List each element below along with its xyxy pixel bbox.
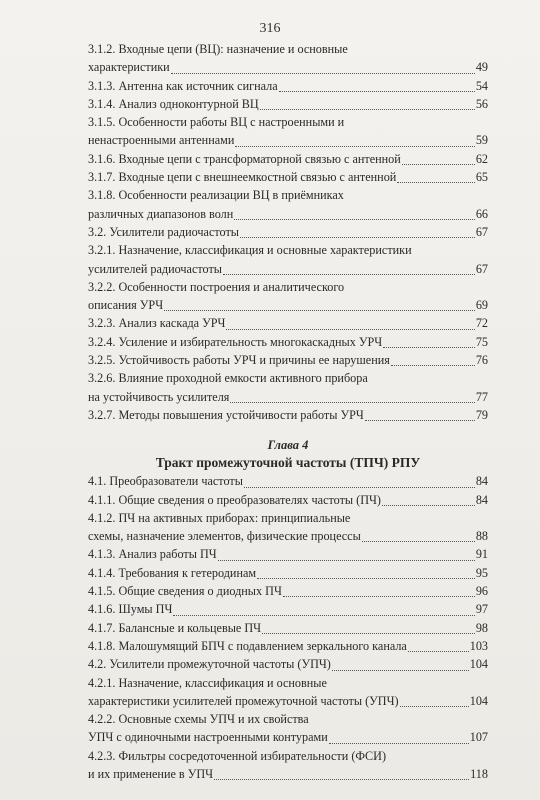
toc-entry-text: 3.2.1. Назначение, классификация и основные характеристики (88, 243, 412, 258)
toc-leader-dots (408, 650, 469, 652)
toc-leader-dots (329, 742, 469, 744)
toc-page-number: 96 (475, 584, 488, 599)
toc-entry (88, 95, 488, 113)
toc-leader-dots (279, 90, 475, 92)
toc-entry-text: 3.2.2. Особенности построения и аналитического (88, 279, 345, 294)
toc-entry (88, 314, 488, 332)
toc-page-number: 72 (475, 316, 488, 331)
toc-leader-dots (260, 108, 475, 110)
page-number: 316 (259, 21, 281, 36)
toc-page-number: 54 (475, 78, 488, 93)
toc-page-number: 56 (475, 96, 488, 111)
toc-entry (88, 168, 488, 186)
toc-page-number: 91 (475, 547, 488, 562)
toc-entry-text: схемы, назначение элементов, физические процессы (88, 529, 361, 544)
toc-entry-text: 4.2.1. Назначение, классификация и основные (88, 675, 327, 690)
toc-leader-dots (240, 236, 475, 238)
toc-page-number: 77 (475, 389, 488, 404)
toc-leader-dots (391, 364, 475, 366)
chapter-heading (88, 436, 488, 472)
toc-page-number: 67 (475, 261, 488, 276)
toc-page-number: 107 (469, 730, 488, 745)
toc-entry-text: 3.1.3. Антенна как источник сигнала (88, 78, 278, 93)
toc-page-number: 88 (475, 529, 488, 544)
toc-entry (88, 509, 488, 546)
toc-entry-text: 4.1.1. Общие сведения о преобразователях частоты (ПЧ) (88, 492, 381, 507)
toc-entry-text: 3.2.4. Усиление и избирательность многокаскадных УРЧ (88, 334, 383, 349)
toc-entry-text: ненастроенными антеннами (88, 133, 235, 148)
toc-section-4 (88, 472, 488, 783)
toc-leader-dots (164, 309, 475, 311)
toc-entry (88, 747, 488, 784)
toc-entry-text: различных диапазонов волн (88, 206, 234, 221)
toc-leader-dots (365, 419, 475, 421)
chapter-title: Тракт промежуточной частоты (ТПЧ) РПУ (155, 455, 421, 471)
toc-leader-dots (383, 346, 475, 348)
toc-entry-text: 3.1.4. Анализ одноконтурной ВЦ (88, 96, 259, 111)
toc-leader-dots (214, 778, 469, 780)
toc-entry (88, 223, 488, 241)
toc-entry (88, 40, 488, 77)
toc-entry-text: 3.2.6. Влияние проходной емкости активного прибора (88, 371, 368, 386)
toc-page-number: 118 (470, 766, 488, 781)
toc-entry (88, 564, 488, 582)
toc-entry (88, 351, 488, 369)
toc-page-number: 97 (475, 602, 488, 617)
toc-entry-text: 4.1.5. Общие сведения о диодных ПЧ (88, 584, 282, 599)
toc-entry (88, 186, 488, 223)
toc-leader-dots (332, 669, 469, 671)
toc-leader-dots (234, 218, 475, 220)
toc-leader-dots (400, 705, 469, 707)
toc-entry (88, 619, 488, 637)
toc-leader-dots (382, 504, 475, 506)
toc-entry (88, 333, 488, 351)
toc-leader-dots (397, 181, 474, 183)
toc-entry (88, 710, 488, 747)
toc-entry-text: 4.2.2. Основные схемы УПЧ и их свойства (88, 712, 309, 727)
toc-entry-text: 3.1.2. Входные цепи (ВЦ): назначение и основные (88, 42, 348, 56)
toc-leader-dots (362, 540, 475, 542)
toc-leader-dots (257, 577, 475, 579)
toc-entry (88, 674, 488, 711)
toc-leader-dots (230, 401, 474, 403)
toc-page-number: 104 (469, 693, 488, 708)
toc-entry (88, 406, 488, 424)
toc-entry-text: 4.1.2. ПЧ на активных приборах: принципиальные (88, 510, 351, 525)
toc-entry-text: 3.2. Усилители радиочастоты (88, 224, 239, 239)
toc-entry (88, 278, 488, 315)
toc-entry (88, 655, 488, 673)
toc-entry-text: характеристики (88, 60, 170, 75)
toc-entry-text: 4.2.3. Фильтры сосредоточенной избирательности (ФСИ) (88, 748, 387, 763)
toc-page-number: 84 (475, 474, 488, 489)
toc-entry-text: усилителей радиочастоты (88, 261, 222, 276)
toc-entry-text: 3.2.3. Анализ каскада УРЧ (88, 316, 226, 331)
toc-leader-dots (226, 328, 474, 330)
toc-entry (88, 491, 488, 509)
toc-leader-dots (171, 72, 475, 74)
toc-section-3 (88, 40, 488, 424)
toc-leader-dots (244, 486, 475, 488)
toc-entry (88, 637, 488, 655)
toc-page-number: 67 (475, 224, 488, 239)
toc-page-number: 95 (475, 565, 488, 580)
toc-page-number: 65 (475, 170, 488, 185)
chapter-number: Глава 4 (267, 438, 309, 453)
toc-page-number: 59 (475, 133, 488, 148)
toc-leader-dots (173, 614, 474, 616)
toc-entry-text: 3.2.5. Устойчивость работы УРЧ и причины ее нарушения (88, 353, 390, 368)
toc-entry (88, 582, 488, 600)
toc-entry-text: на устойчивость усилителя (88, 389, 230, 404)
toc-entry-text: 4.1.3. Анализ работы ПЧ (88, 547, 217, 562)
toc-entry-text: 4.1.6. Шумы ПЧ (88, 602, 173, 617)
toc-page-number: 66 (475, 206, 488, 221)
toc-page-number: 104 (469, 657, 488, 672)
toc-page-number: 49 (475, 60, 488, 75)
toc-entry-text: 3.1.7. Входные цепи с внешнеемкостной связью с антенной (88, 170, 397, 185)
toc-page-number: 76 (475, 353, 488, 368)
toc-leader-dots (402, 163, 475, 165)
toc-entry (88, 472, 488, 490)
toc-entry (88, 545, 488, 563)
toc-entry-text: 4.1.7. Балансные и кольцевые ПЧ (88, 620, 262, 635)
toc-entry-text: характеристики усилителей промежуточной частоты (УПЧ) (88, 693, 399, 708)
table-of-contents (88, 40, 488, 783)
toc-entry-text: 4.1.8. Малошумящий БПЧ с подавлением зеркального канала (88, 638, 407, 653)
toc-entry-text: УПЧ с одиночными настроенными контурами (88, 730, 328, 745)
toc-entry-text: 3.1.6. Входные цепи с трансформаторной связью с антенной (88, 151, 401, 166)
toc-page-number: 79 (475, 407, 488, 422)
toc-leader-dots (262, 632, 475, 634)
toc-leader-dots (283, 595, 475, 597)
toc-page-number: 62 (475, 151, 488, 166)
toc-entry (88, 600, 488, 618)
toc-entry-text: 3.2.7. Методы повышения устойчивости работы УРЧ (88, 407, 364, 422)
toc-entry-text: 4.2. Усилители промежуточной частоты (УПЧ) (88, 657, 331, 672)
toc-leader-dots (223, 273, 475, 275)
toc-entry-text: и их применение в УПЧ (88, 766, 214, 781)
toc-entry-text: 4.1. Преобразователи частоты (88, 474, 243, 489)
toc-entry-text: 3.1.5. Особенности работы ВЦ с настроенными и (88, 115, 345, 130)
toc-entry (88, 113, 488, 150)
toc-entry-text: 3.1.8. Особенности реализации ВЦ в приёмниках (88, 188, 344, 203)
toc-page-number: 103 (469, 638, 488, 653)
toc-entry (88, 241, 488, 278)
toc-leader-dots (235, 145, 474, 147)
toc-entry (88, 77, 488, 95)
toc-page-number: 75 (475, 334, 488, 349)
toc-page-number: 84 (475, 492, 488, 507)
toc-entry (88, 150, 488, 168)
toc-entry-text: 4.1.4. Требования к гетеродинам (88, 565, 257, 580)
toc-entry-text: описания УРЧ (88, 298, 164, 313)
toc-leader-dots (218, 559, 475, 561)
toc-entry (88, 369, 488, 406)
toc-page-number: 98 (475, 620, 488, 635)
toc-page-number: 69 (475, 298, 488, 313)
